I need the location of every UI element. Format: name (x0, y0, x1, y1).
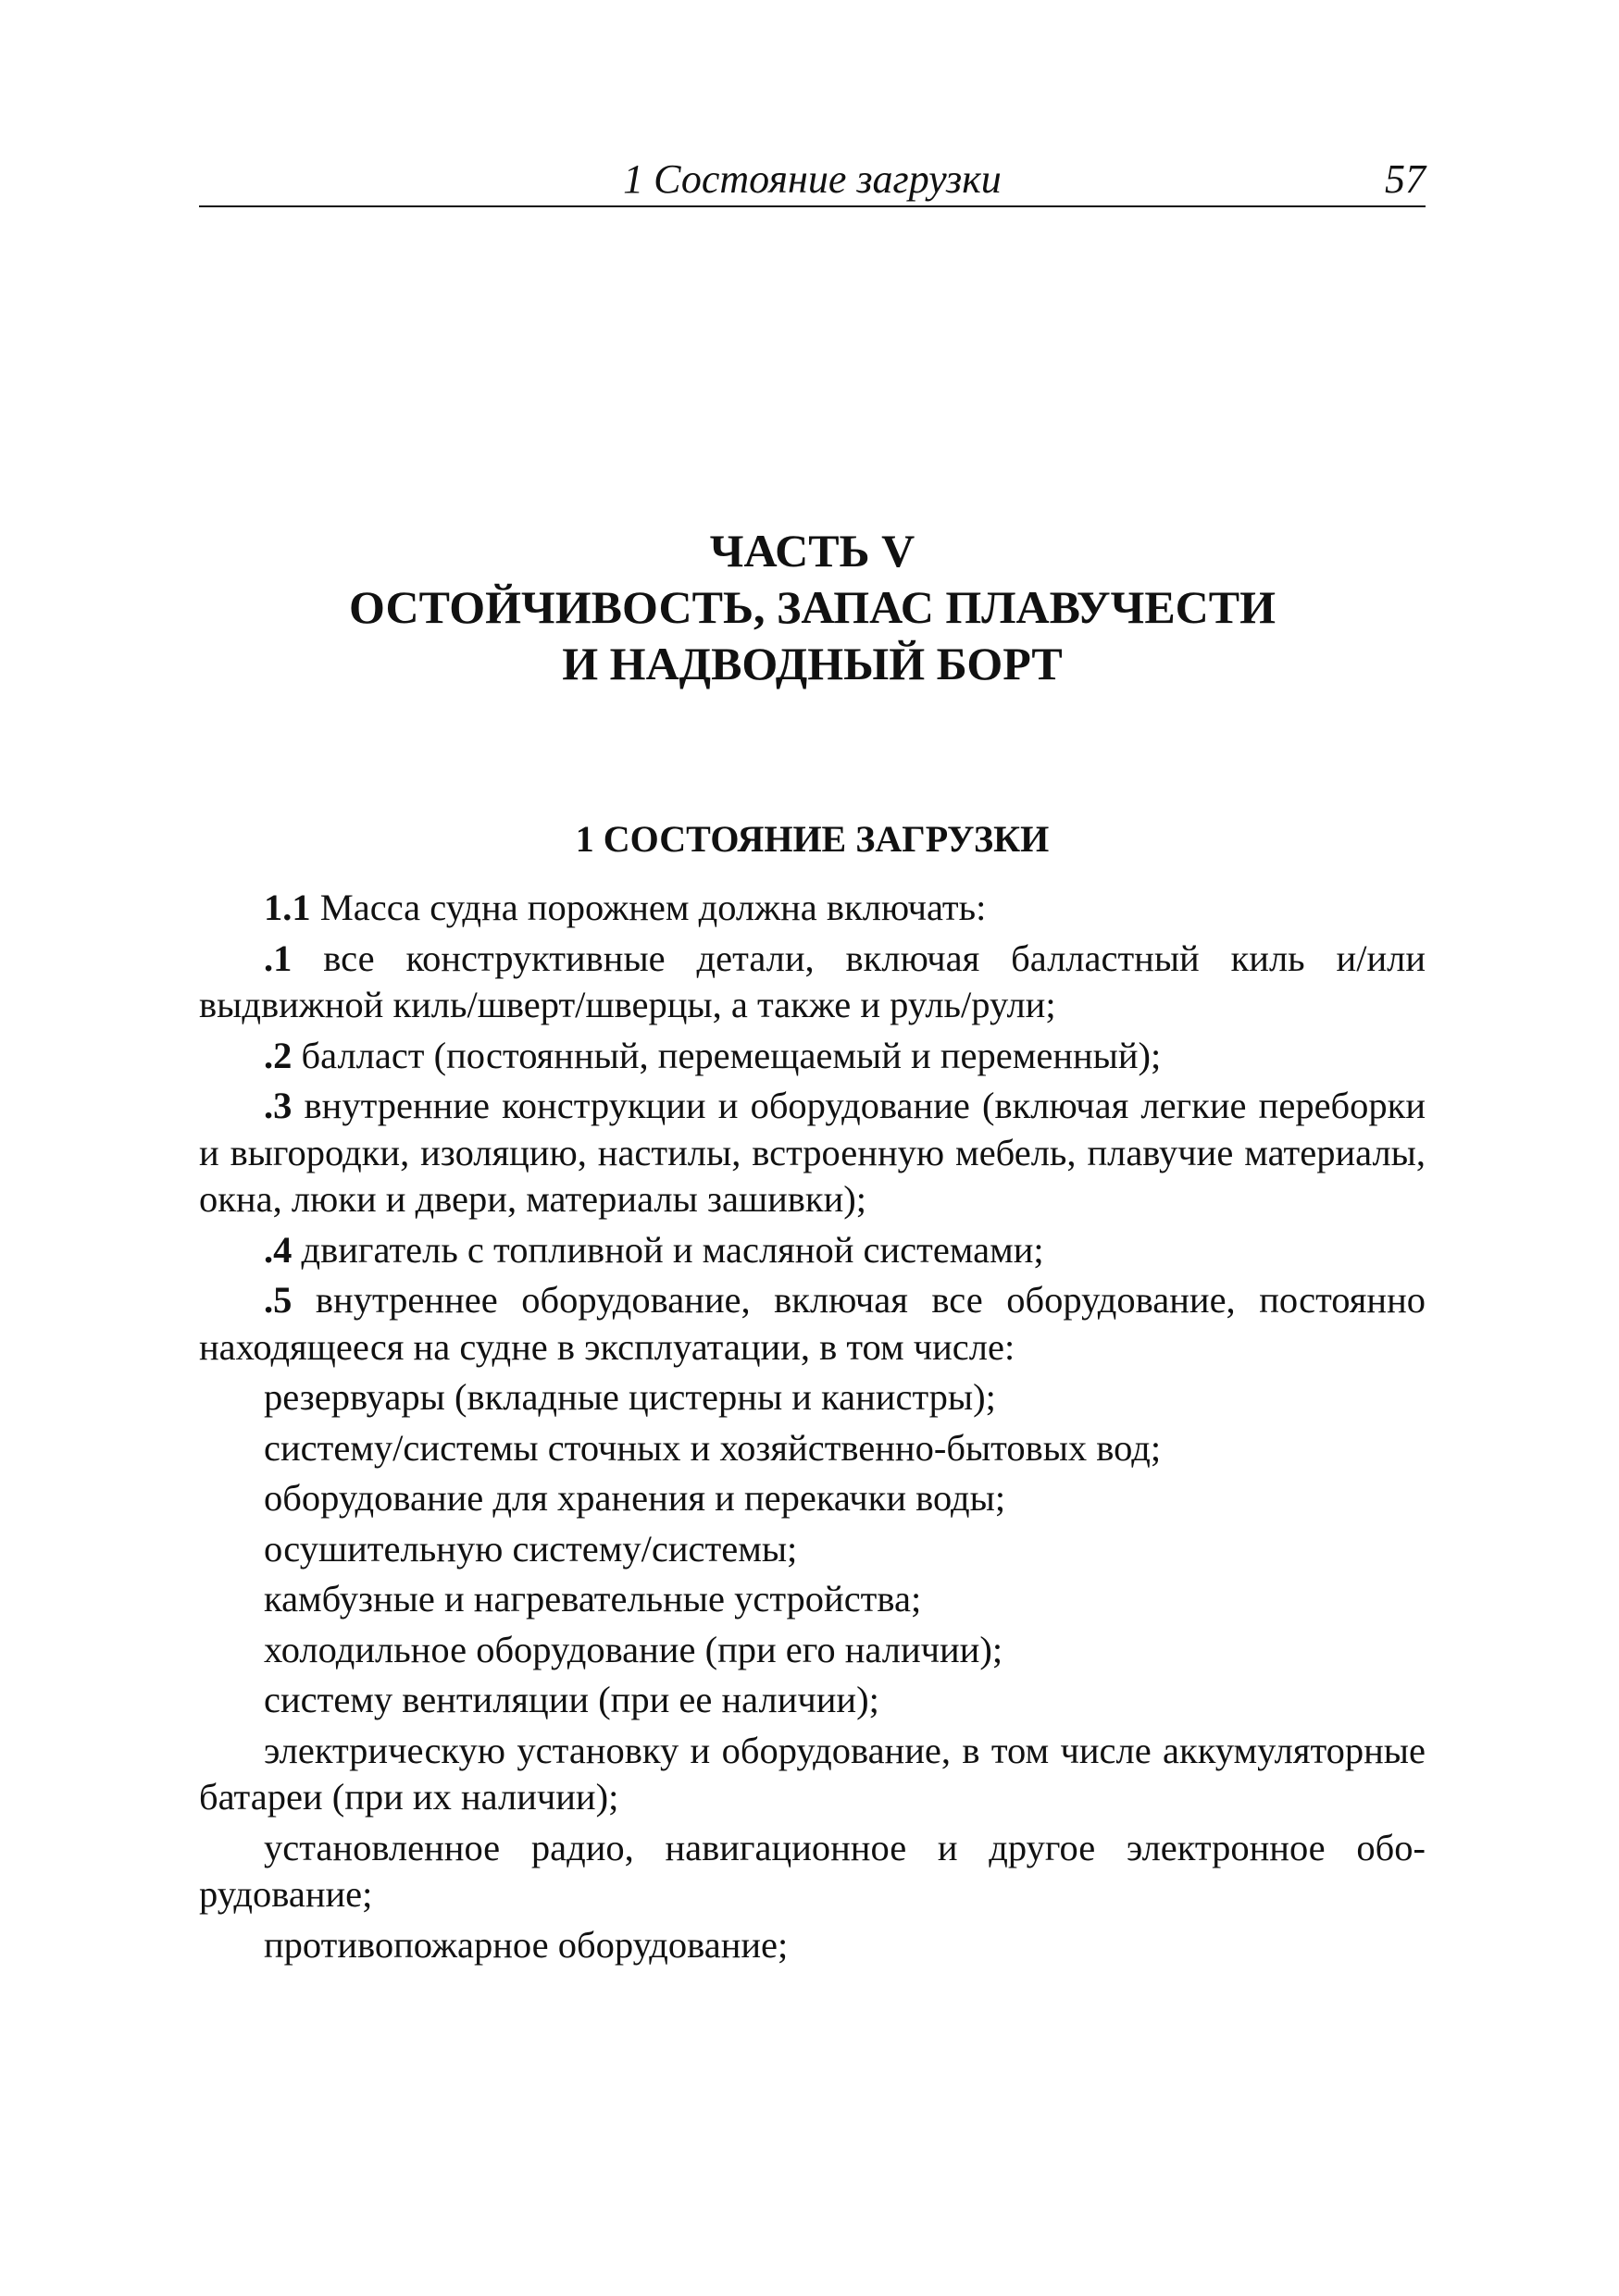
list-item (199, 1728, 1426, 1821)
paragraph-text: систему вентиляции (при ее наличии); (264, 1679, 879, 1720)
paragraph-text: все конструктивные детали, включая балластный киль и/или выдвижной киль/шверт/шверцы, а также и руль/рули; (199, 937, 1426, 1025)
paragraph-number: .2 (264, 1034, 293, 1076)
running-header-title: 1 Состояние загрузки (623, 156, 1002, 202)
paragraph (199, 1277, 1426, 1371)
paragraph-number: .1 (264, 937, 293, 979)
paragraph-number: .4 (264, 1228, 293, 1271)
paragraph (199, 936, 1426, 1029)
part-heading (199, 523, 1426, 692)
paragraph-text: систему/системы сточных и хозяйственно-бытовых вод; (264, 1426, 1162, 1469)
list-item (199, 1922, 1426, 1969)
paragraph-text: камбузные и нагревательные устройства; (264, 1578, 922, 1620)
paragraph-number: .5 (264, 1279, 293, 1321)
list-item (199, 1677, 1426, 1724)
list-item (199, 1627, 1426, 1674)
paragraph-text: внутреннее оборудование, включая все оборудование, постоянно находящееся на судне в эксплуатации, в том числе: (199, 1279, 1426, 1368)
paragraph-text: балласт (постоянный, перемещаемый и переменный); (292, 1034, 1162, 1076)
running-header (199, 155, 1426, 207)
part-heading-line-3: И НАДВОДНЫЙ БОРТ (562, 638, 1063, 689)
list-item (199, 1825, 1426, 1918)
list-item (199, 1374, 1426, 1421)
part-heading-line-2: ОСТОЙЧИВОСТЬ, ЗАПАС ПЛАВУЧЕСТИ (348, 581, 1277, 633)
paragraph (199, 885, 1426, 932)
paragraph-text: Масса судна порожнем должна включать: (310, 887, 987, 928)
body-text (199, 885, 1426, 1972)
paragraph-text: осушительную систему/системы; (264, 1527, 798, 1570)
page-number: 57 (1385, 156, 1426, 202)
paragraph-text: двигатель с топливной и масляной системами; (292, 1228, 1044, 1271)
part-heading-line-1: ЧАСТЬ V (709, 525, 915, 577)
list-item (199, 1576, 1426, 1623)
paragraph (199, 1083, 1426, 1223)
paragraph-number: 1.1 (264, 887, 311, 928)
section-title: 1 СОСТОЯНИЕ ЗАГРУЗКИ (575, 818, 1050, 860)
list-item (199, 1475, 1426, 1522)
paragraph-text: холодильное оборудование (при его наличии); (264, 1628, 1003, 1670)
list-item (199, 1425, 1426, 1472)
paragraph-text: резервуары (вкладные цистерны и канистры); (264, 1376, 996, 1418)
paragraph-text: противопожарное оборудование; (264, 1923, 789, 1966)
paragraph (199, 1227, 1426, 1274)
paragraph-text: оборудование для хранения и перекачки воды; (264, 1477, 1006, 1519)
paragraph (199, 1033, 1426, 1080)
paragraph-text: электрическую установку и оборудование, в том числе аккумуляторные батареи (при их наличии); (199, 1729, 1426, 1818)
paragraph-text: установленное радио, навигационное и другое электронное оборудование; (199, 1826, 1426, 1915)
paragraph-number: .3 (264, 1085, 293, 1126)
paragraph-text: внутренние конструкции и оборудование (включая легкие переборки и выгородки, изоляцию, настилы, встроенную мебель, плавучие материалы, окна, люки и двери, материалы зашивки); (199, 1085, 1426, 1220)
list-item (199, 1526, 1426, 1573)
